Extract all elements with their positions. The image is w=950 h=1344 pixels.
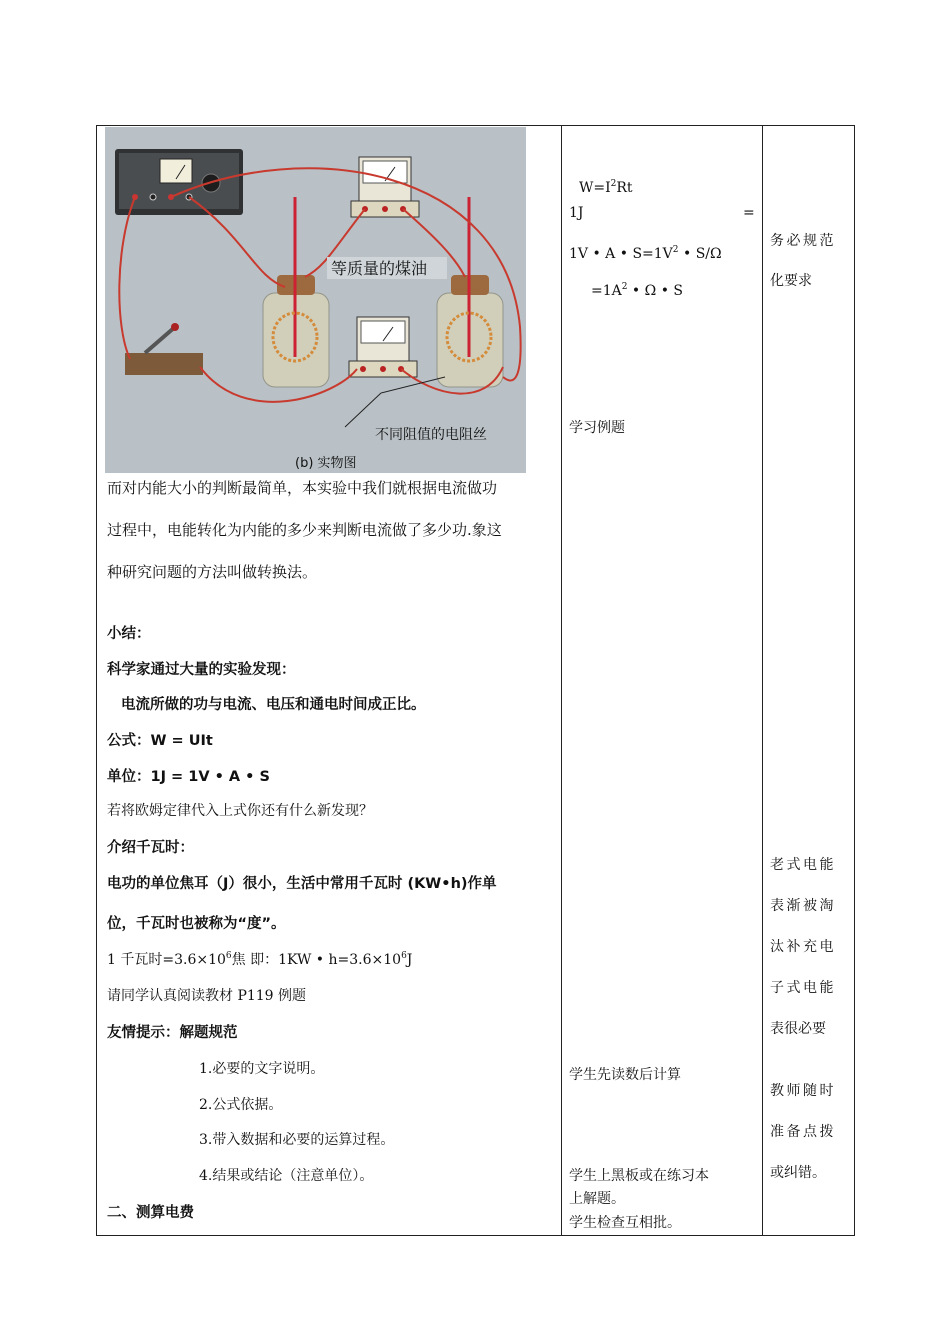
summary-title: 小结： — [107, 626, 151, 642]
ammeter-icon — [351, 157, 419, 217]
paragraph-line: 种研究问题的方法叫做转换法。 — [107, 563, 318, 581]
formula-text: 公式：W = UIt — [107, 733, 213, 749]
note-line: 表很必要 — [770, 1021, 826, 1037]
content-column — [97, 126, 561, 1235]
formula-line: $=1A^2$ • Ω • S — [591, 282, 683, 299]
note-line: 或纠错。 — [770, 1165, 826, 1181]
law-text: 电流所做的功与电流、电压和通电时间成正比。 — [121, 697, 426, 713]
note-line: 老式电能 — [770, 857, 836, 873]
tip-title: 友情提示：解题规范 — [107, 1025, 238, 1041]
note-line: 准备点拨 — [770, 1124, 836, 1140]
power-supply-icon — [115, 149, 243, 215]
discovery-text: 科学家通过大量的实验发现： — [107, 662, 296, 678]
note-line: 务必规范 — [770, 233, 836, 249]
section-heading: 二、测算电费 — [107, 1205, 194, 1221]
question-text: 若将欧姆定律代入上式你还有什么新发现？ — [107, 803, 373, 819]
activity-text: 学生上黑板或在练习本 — [569, 1168, 709, 1184]
kwh-equation: 1 千瓦时$=3.6\times 10^6$焦 即：1KW • $h=3.6\times 10^6J$ — [107, 951, 413, 968]
kwh-title: 介绍千瓦时： — [107, 840, 194, 856]
note-line: 表渐被淘 — [770, 898, 836, 914]
paragraph-line: 而对内能大小的判断最简单，本实验中我们就根据电流做功 — [107, 479, 498, 497]
note-line: 化要求 — [770, 273, 812, 289]
step-item: 3.带入数据和必要的运算过程。 — [199, 1132, 395, 1148]
note-line: 教师随时 — [770, 1083, 836, 1099]
kwh-desc: 位，千瓦时也被称为“度”。 — [107, 916, 286, 932]
student-activity-column — [561, 126, 762, 1235]
step-item: 1.必要的文字说明。 — [199, 1061, 325, 1077]
formula-line: $W=I^2Rt$ — [579, 179, 633, 196]
activity-text: 上解题。 — [569, 1191, 625, 1207]
figure-caption: (b) 实物图 — [295, 456, 357, 471]
note-line: 汰补充电 — [770, 939, 836, 955]
teacher-note-column — [762, 126, 856, 1235]
activity-text: 学生先读数后计算 — [569, 1067, 681, 1083]
read-example-text: 请同学认真阅读教材 P119 例题 — [107, 988, 307, 1004]
step-item: 2.公式依据。 — [199, 1097, 283, 1113]
kerosene-label: 等质量的煤油 — [331, 259, 428, 278]
experiment-photo — [105, 127, 526, 473]
unit-text: 单位：1J = 1V • A • S — [107, 769, 270, 785]
paragraph-line: 过程中，电能转化为内能的多少来判断电流做了多少功.象这 — [107, 521, 502, 539]
resistor-label: 不同阻值的电阻丝 — [375, 427, 487, 443]
formula-line: = — [743, 205, 755, 221]
kwh-desc: 电功的单位焦耳（J）很小，生活中常用千瓦时 (KW•h)作单 — [107, 876, 497, 892]
formula-line: 1V • A • $S=1V^2$ • S/Ω — [569, 245, 722, 262]
note-line: 子式电能 — [770, 980, 836, 996]
lesson-table — [96, 125, 855, 1236]
formula-line: 1J — [569, 205, 584, 221]
step-item: 4.结果或结论（注意单位）。 — [199, 1168, 374, 1184]
ammeter-icon — [349, 317, 417, 377]
activity-text: 学生检查互相批。 — [569, 1215, 681, 1231]
activity-text: 学习例题 — [569, 420, 625, 436]
